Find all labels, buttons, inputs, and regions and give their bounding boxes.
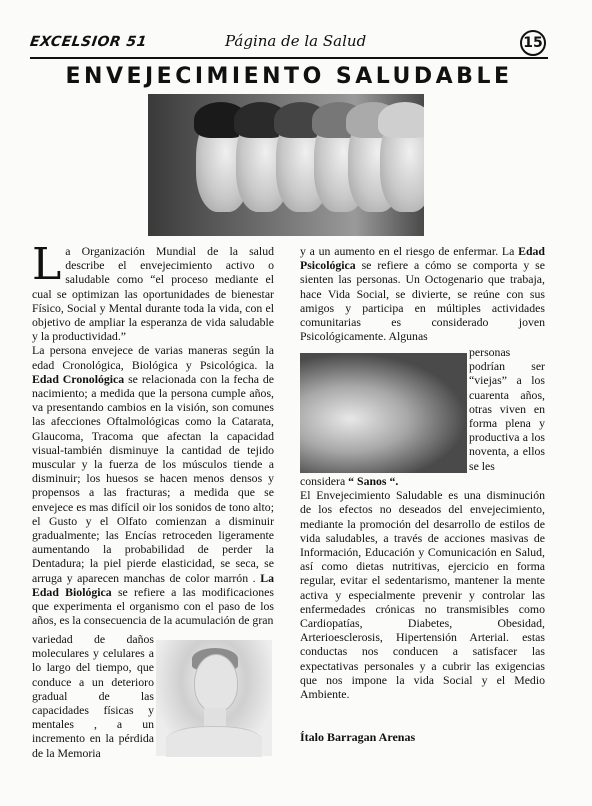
- paragraph-sanos: [300, 474, 545, 488]
- paragraph-healthy-aging: El Envejecimiento Saludable es una disminución de los efectos no deseados del envejecimiento, mediante la promoción del desarrollo de estilos de vida saludables, a través de acciones masivas de Información, Educación y Comunicación en Salud, así como dietas nutritivas, ejercicio en forma regular, evitar el sedentarismo, mantener la mente activa y especialmente prevenir y controlar las enfermedades crónicas no transmisibles como Cardiopatías, Diabetes, Obesidad, Arterioesclerosis, Hipertensión Arterial. estas conductas nos conducen a satisfacer las expectativas personales y a cubrir las exigencias que nos impone la vida Social y el Medio Ambiente.: [300, 488, 545, 702]
- paragraph-psych-intro: y a un aumento en el riesgo de enfermar. La: [300, 244, 515, 258]
- column-right: [300, 244, 545, 343]
- column-left-bottom-text: variedad de daños moleculares y celulares a lo largo del tiempo, que conduce a un deterioro gradual de las capacidades físicas y mentales , a un incremento en la pérdida de la Memoria: [32, 632, 154, 760]
- hair-old: [378, 102, 424, 138]
- article-title: ENVEJECIMIENTO SALUDABLE: [65, 64, 513, 89]
- considera-text: considera: [300, 474, 346, 488]
- paragraph-ages-text: La persona envejece de varias maneras según la edad Cronológica, Biológica y Psicológica. la: [32, 343, 274, 372]
- page-number: 15: [520, 30, 546, 56]
- term-biological: La Edad Biológica: [32, 570, 274, 599]
- term-psychological: Edad Psicológica: [300, 244, 545, 273]
- elderly-couple-photo: [300, 353, 467, 473]
- intro-text: a Organización Mundial de la salud describe el envejecimiento activo o saludable como “el proceso mediante el cual se optimizan las oportunidades de bienestar Físico, Social y Mental durante toda la vida, con el objetivo de ampliar la esperanza de vida saludable y la productividad.”: [32, 244, 274, 344]
- paragraph-psychological: [300, 244, 545, 343]
- drop-cap: L: [32, 239, 62, 290]
- portrait-head: [194, 654, 238, 712]
- paragraph-ages: [32, 343, 274, 627]
- couple-side-text: personas podrían ser “viejas” a los cuarenta años, otras viven en forma plena y productiva a los noventa, a ellos se les: [469, 345, 545, 473]
- intro-paragraph: [32, 239, 274, 344]
- column-right-bottom: [300, 474, 545, 701]
- magazine-brand: EXCELSIOR 51: [28, 34, 149, 50]
- term-sanos: “ Sanos “.: [348, 474, 399, 488]
- author-name: Ítalo Barragan Arenas: [300, 730, 416, 744]
- paragraph-ages-body: se relacionada con la fecha de nacimiento; a medida que la persona cumple años, va presentando cambios en la visión, son comunes las afecciones Oftalmológicas como la Catarata, Glaucoma, Tracoma que afectan la capacidad visual-también disminuye la cantidad de tejido muscular y la fuerza de los músculos tiende a disminuir; los huesos se hacen menos densos y propensos a las fracturas; a medida que se envejece es mas difícil oir los sonidos de tono alto; el Gusto y el Olfato comienzan a disminuir gradualmente; las Encías retroceden ligeramente aumentando la probabilidad de perder la Dentadura; la piel pierde elasticidad, se seca, se arruga y aparecen manchas de color marrón .: [32, 371, 274, 585]
- section-title: Página de la Salud: [225, 32, 367, 50]
- woman-portrait-photo: [156, 640, 272, 756]
- paragraph-biological-body: se refiere a las modificaciones que experimenta el organismo con el paso de los años, es la consecuencia de la acumulación de gran: [32, 584, 274, 628]
- aging-sequence-photo: [148, 94, 424, 236]
- term-chronological: Edad Cronológica: [32, 371, 125, 386]
- portrait-shoulders: [166, 726, 262, 757]
- page-header: [30, 30, 548, 56]
- column-left: [32, 239, 274, 628]
- paragraph-psych-body: se refiere a cómo se comporta y se sienten las personas. Un Octogenario que trabaja, hace Vida Social, se divierte, se reúne con sus amigos y participa en múltiples actividades comunitarias es considerado joven Psicológicamente. Algunas: [300, 258, 545, 344]
- header-divider: [30, 57, 548, 59]
